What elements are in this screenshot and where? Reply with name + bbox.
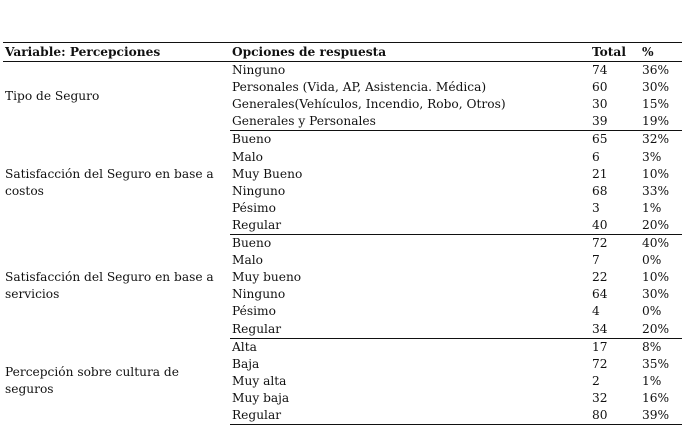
- percent-cell: 15%: [642, 97, 670, 112]
- percent-cell: 3%: [642, 149, 662, 164]
- option-cell: Generales y Personales: [230, 113, 590, 131]
- option-cell: Bueno: [232, 132, 272, 147]
- percent-cell: 39%: [640, 407, 682, 425]
- total-cell: 40: [590, 217, 640, 235]
- percent-cell: 0%: [642, 253, 662, 268]
- total-cell: 17: [592, 339, 608, 354]
- option-cell: Ninguno: [232, 183, 286, 198]
- option-cell: Muy alta: [232, 373, 287, 388]
- option-cell: Regular: [230, 217, 590, 235]
- percent-cell: 30%: [642, 80, 670, 95]
- option-cell: Pésimo: [232, 200, 276, 215]
- total-cell: 34: [590, 321, 640, 339]
- total-cell: 60: [592, 80, 608, 95]
- total-cell: 65: [592, 132, 608, 147]
- percent-cell: 20%: [640, 217, 682, 235]
- percent-cell: 10%: [642, 166, 670, 181]
- total-cell: 39: [590, 113, 640, 131]
- option-cell: Muy bueno: [232, 270, 302, 285]
- header-percent: %: [640, 43, 682, 62]
- percent-cell: 35%: [642, 356, 670, 371]
- perceptions-table: [3, 42, 682, 425]
- table-row: [3, 131, 682, 149]
- option-cell: Alta: [232, 339, 257, 354]
- percent-cell: 19%: [640, 113, 682, 131]
- option-cell: Pésimo: [232, 304, 276, 319]
- table-row: [3, 235, 682, 253]
- option-cell: Muy Bueno: [232, 166, 303, 181]
- variable-cell: Satisfacción del Seguro en base a servicios: [5, 270, 214, 302]
- total-cell: 30: [592, 97, 608, 112]
- option-cell: Malo: [232, 149, 263, 164]
- table-row: [3, 62, 682, 80]
- header-options: Opciones de respuesta: [230, 43, 590, 62]
- total-cell: 3: [592, 200, 600, 215]
- option-cell: Generales(Vehículos, Incendio, Robo, Otros): [232, 97, 506, 112]
- total-cell: 22: [592, 270, 608, 285]
- percent-cell: 1%: [642, 373, 662, 388]
- total-cell: 72: [592, 236, 608, 251]
- percent-cell: 0%: [642, 304, 662, 319]
- option-cell: Malo: [232, 253, 263, 268]
- total-cell: 7: [592, 253, 600, 268]
- variable-cell: Percepción sobre cultura de seguros: [5, 365, 179, 397]
- percent-cell: 33%: [642, 183, 670, 198]
- percent-cell: 20%: [640, 321, 682, 339]
- total-cell: 21: [592, 166, 608, 181]
- total-cell: 2: [592, 373, 600, 388]
- percent-cell: 1%: [642, 200, 662, 215]
- table-body: [3, 62, 682, 425]
- table-row: [3, 338, 682, 356]
- percent-cell: 8%: [642, 339, 662, 354]
- total-cell: 80: [590, 407, 640, 425]
- option-cell: Regular: [230, 407, 590, 425]
- option-cell: Baja: [232, 356, 260, 371]
- table-header: [3, 43, 682, 62]
- total-cell: 6: [592, 149, 600, 164]
- total-cell: 64: [592, 287, 608, 302]
- header-total: Total: [590, 43, 640, 62]
- percent-cell: 36%: [642, 63, 670, 78]
- total-cell: 32: [592, 390, 608, 405]
- perceptions-table-container: [3, 42, 682, 425]
- option-cell: Muy baja: [232, 390, 290, 405]
- total-cell: 68: [592, 183, 608, 198]
- percent-cell: 32%: [642, 132, 670, 147]
- variable-cell: Satisfacción del Seguro en base a costos: [5, 166, 214, 198]
- header-variable: Variable: Percepciones: [3, 43, 230, 62]
- variable-cell: Tipo de Seguro: [5, 89, 100, 104]
- percent-cell: 30%: [642, 287, 670, 302]
- total-cell: 4: [592, 304, 600, 319]
- percent-cell: 40%: [642, 236, 670, 251]
- total-cell: 74: [592, 63, 608, 78]
- option-cell: Personales (Vida, AP, Asistencia. Médica): [232, 80, 487, 95]
- total-cell: 72: [592, 356, 608, 371]
- header-row: [3, 43, 682, 62]
- percent-cell: 10%: [642, 270, 670, 285]
- option-cell: Ninguno: [232, 287, 286, 302]
- percent-cell: 16%: [642, 390, 670, 405]
- option-cell: Ninguno: [232, 63, 286, 78]
- option-cell: Regular: [230, 321, 590, 339]
- option-cell: Bueno: [232, 236, 272, 251]
